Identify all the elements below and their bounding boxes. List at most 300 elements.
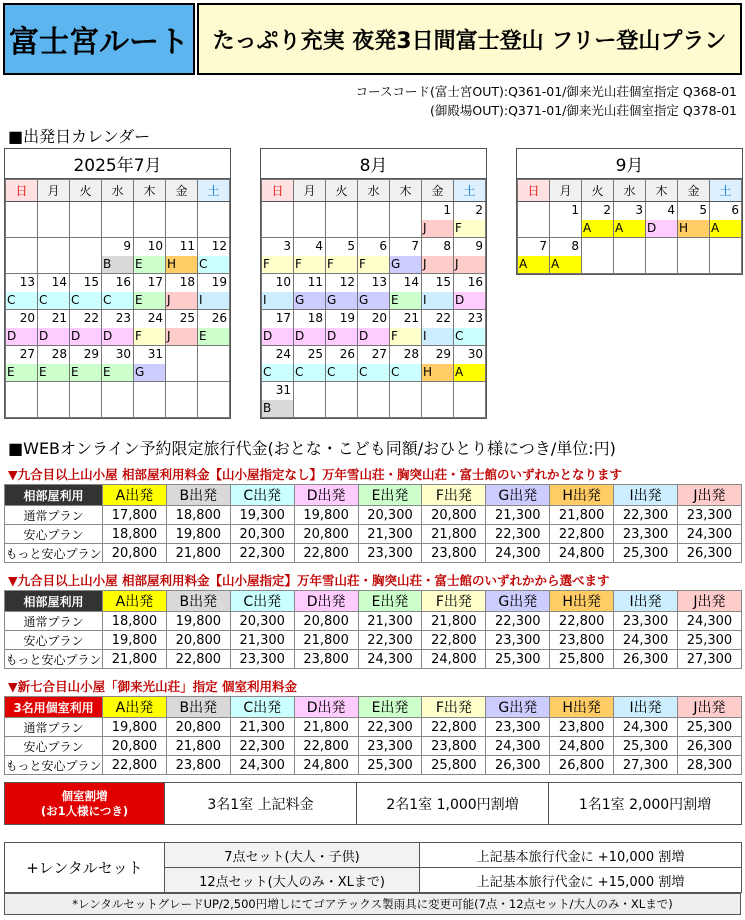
price-cell: 20,300 — [230, 525, 294, 544]
departure-code: E — [38, 364, 69, 381]
price-cell: 22,300 — [358, 631, 422, 650]
price-cell: 22,300 — [230, 544, 294, 563]
day-number: 20 — [19, 311, 35, 325]
weekday-header: 金 — [678, 180, 710, 202]
calendar-day — [422, 310, 454, 346]
day-number: 24 — [147, 311, 163, 325]
price-cell: 23,800 — [422, 737, 486, 756]
departure-code: I — [422, 292, 453, 309]
departure-code: C — [70, 292, 101, 309]
price-cell: 25,300 — [678, 718, 742, 737]
route-title: 富士宮ルート — [3, 3, 195, 75]
calendar-empty-cell — [102, 202, 134, 238]
departure-code: C — [454, 328, 485, 345]
calendar-day — [134, 346, 166, 382]
calendar-section-title: ■出発日カレンダー — [8, 127, 151, 146]
departure-code: D — [6, 328, 37, 345]
calendar-day — [326, 310, 358, 346]
departure-code: B — [262, 400, 293, 417]
day-number: 3 — [283, 239, 291, 253]
day-number: 1 — [571, 203, 579, 217]
weekday-header: 火 — [326, 180, 358, 202]
price-cell: 24,800 — [294, 756, 358, 775]
departure-code: C — [38, 292, 69, 309]
price-note-1: ▼九合目以上山小屋 相部屋利用料金【山小屋指定なし】万年雪山荘・胸突山荘・富士館のいずれかとなります — [8, 467, 622, 482]
calendar-day — [422, 202, 454, 238]
day-number: 24 — [275, 347, 291, 361]
day-number: 3 — [635, 203, 643, 217]
calendar-empty-cell — [582, 238, 614, 274]
departure-code: J — [422, 220, 453, 237]
price-cell: 22,800 — [550, 612, 614, 631]
price-cell: 23,800 — [550, 718, 614, 737]
weekday-header: 火 — [70, 180, 102, 202]
day-number: 6 — [379, 239, 387, 253]
day-number: 8 — [571, 239, 579, 253]
calendar-day — [678, 202, 710, 238]
weekday-header: 日 — [6, 180, 38, 202]
calendar-empty-cell — [6, 202, 38, 238]
departure-code: A — [550, 256, 581, 273]
calendar-day — [166, 274, 198, 310]
price-cell: 20,300 — [230, 612, 294, 631]
day-number: 19 — [339, 311, 355, 325]
departure-code: D — [646, 220, 677, 237]
day-number: 23 — [467, 311, 483, 325]
price-cell: 21,300 — [230, 718, 294, 737]
price-cell: 21,800 — [422, 525, 486, 544]
plan-label: 安心プラン — [5, 525, 103, 544]
calendar-day — [454, 238, 486, 274]
day-number: 7 — [411, 239, 419, 253]
price-cell: 25,800 — [422, 756, 486, 775]
price-table-1 — [4, 484, 742, 563]
calendar-empty-cell — [326, 382, 358, 418]
departure-header: I出発 — [614, 697, 678, 718]
departure-header: F出発 — [422, 591, 486, 612]
calendar-day — [454, 274, 486, 310]
departure-header: G出発 — [486, 697, 550, 718]
calendar-day — [166, 310, 198, 346]
price-table-3 — [4, 696, 742, 775]
weekday-header: 火 — [582, 180, 614, 202]
price-cell: 24,300 — [486, 737, 550, 756]
calendar-day — [358, 238, 390, 274]
day-number: 31 — [275, 383, 291, 397]
departure-header: G出発 — [486, 485, 550, 506]
weekday-header: 月 — [294, 180, 326, 202]
price-cell: 24,300 — [486, 544, 550, 563]
calendar-empty-cell — [6, 238, 38, 274]
day-number: 10 — [147, 239, 163, 253]
calendar-day — [294, 346, 326, 382]
room-type-header: 3名用個室利用 — [5, 697, 103, 718]
price-cell: 20,800 — [422, 506, 486, 525]
departure-header: E出発 — [358, 591, 422, 612]
departure-header: E出発 — [358, 697, 422, 718]
calendar-day — [102, 274, 134, 310]
calendar-day — [646, 202, 678, 238]
calendar-empty-cell — [358, 382, 390, 418]
departure-code: H — [422, 364, 453, 381]
calendar-day — [422, 274, 454, 310]
price-cell: 19,800 — [166, 525, 230, 544]
price-cell: 22,800 — [294, 544, 358, 563]
weekday-header: 土 — [454, 180, 486, 202]
calendar-day — [198, 238, 230, 274]
day-number: 28 — [51, 347, 67, 361]
departure-code: A — [710, 220, 741, 237]
price-cell: 20,300 — [358, 506, 422, 525]
price-cell: 25,300 — [614, 737, 678, 756]
calendar-empty-cell — [166, 382, 198, 418]
calendar-day — [38, 346, 70, 382]
weekday-header: 月 — [550, 180, 582, 202]
calendar-day — [262, 274, 294, 310]
plan-label: 通常プラン — [5, 506, 103, 525]
calendar-day — [294, 238, 326, 274]
plan-label: 通常プラン — [5, 612, 103, 631]
private-room-option-1: 1名1室 2,000円割増 — [549, 783, 742, 825]
weekday-header: 金 — [166, 180, 198, 202]
departure-header: C出発 — [230, 697, 294, 718]
departure-code: F — [454, 220, 485, 237]
day-number: 11 — [179, 239, 195, 253]
calendar-empty-cell — [38, 382, 70, 418]
day-number: 18 — [307, 311, 323, 325]
price-cell: 19,300 — [230, 506, 294, 525]
calendar-day — [550, 202, 582, 238]
weekday-header: 日 — [262, 180, 294, 202]
plan-label: 安心プラン — [5, 737, 103, 756]
departure-code: D — [102, 328, 133, 345]
departure-code: E — [70, 364, 101, 381]
price-cell: 23,300 — [486, 631, 550, 650]
price-cell: 24,300 — [230, 756, 294, 775]
day-number: 13 — [371, 275, 387, 289]
price-cell: 19,800 — [103, 718, 167, 737]
calendar-day — [70, 310, 102, 346]
calendar-day — [198, 310, 230, 346]
departure-header: H出発 — [550, 591, 614, 612]
price-cell: 22,800 — [422, 718, 486, 737]
departure-code: D — [358, 328, 389, 345]
day-number: 6 — [731, 203, 739, 217]
day-number: 2 — [603, 203, 611, 217]
departure-code: F — [358, 256, 389, 273]
calendar-empty-cell — [390, 202, 422, 238]
room-type-header: 相部屋利用 — [5, 485, 103, 506]
weekday-header: 木 — [646, 180, 678, 202]
price-cell: 21,300 — [358, 525, 422, 544]
day-number: 13 — [19, 275, 35, 289]
departure-code: A — [454, 364, 485, 381]
departure-header: C出発 — [230, 591, 294, 612]
price-cell: 22,300 — [486, 525, 550, 544]
price-table-2 — [4, 590, 742, 669]
calendar-september — [516, 148, 743, 275]
departure-code: E — [198, 328, 229, 345]
departure-code: I — [198, 292, 229, 309]
price-cell: 25,800 — [550, 650, 614, 669]
departure-code: F — [134, 328, 165, 345]
price-cell: 24,800 — [550, 737, 614, 756]
price-cell: 26,300 — [486, 756, 550, 775]
weekday-header: 水 — [358, 180, 390, 202]
price-cell: 23,300 — [614, 525, 678, 544]
price-cell: 22,800 — [422, 631, 486, 650]
calendar-day — [390, 238, 422, 274]
departure-code: E — [390, 292, 421, 309]
departure-header: J出発 — [678, 697, 742, 718]
calendar-day — [390, 310, 422, 346]
weekday-header: 水 — [614, 180, 646, 202]
departure-code: F — [294, 256, 325, 273]
price-cell: 23,800 — [422, 544, 486, 563]
price-cell: 21,800 — [550, 506, 614, 525]
price-cell: 23,300 — [358, 737, 422, 756]
calendar-day — [70, 274, 102, 310]
price-cell: 23,300 — [358, 544, 422, 563]
departure-code: D — [294, 328, 325, 345]
day-number: 28 — [403, 347, 419, 361]
calendar-day — [614, 202, 646, 238]
day-number: 18 — [179, 275, 195, 289]
price-cell: 23,800 — [294, 650, 358, 669]
calendar-august — [260, 148, 487, 419]
plan-title: たっぷり充実 夜発3日間富士登山 フリー登山プラン — [197, 3, 742, 75]
price-cell: 24,300 — [678, 525, 742, 544]
departure-header: F出発 — [422, 697, 486, 718]
departure-code: E — [6, 364, 37, 381]
calendar-day — [198, 274, 230, 310]
price-cell: 22,300 — [230, 737, 294, 756]
private-room-table — [4, 782, 742, 825]
price-cell: 22,800 — [550, 525, 614, 544]
price-cell: 23,300 — [230, 650, 294, 669]
price-cell: 22,800 — [166, 650, 230, 669]
departure-code: G — [326, 292, 357, 309]
departure-code: I — [422, 328, 453, 345]
calendar-empty-cell — [38, 238, 70, 274]
private-room-option-2: 2名1室 1,000円割増 — [357, 783, 549, 825]
day-number: 25 — [179, 311, 195, 325]
calendar-day — [422, 238, 454, 274]
price-cell: 21,800 — [166, 737, 230, 756]
calendar-empty-cell — [198, 382, 230, 418]
price-cell: 24,300 — [678, 612, 742, 631]
departure-code: D — [38, 328, 69, 345]
rental-set-12: 12点セット(大人のみ・XLまで) — [165, 868, 420, 893]
price-section-title: ■WEBオンライン予約限定旅行代金(おとな・こども同額/おひとり様につき/単位:円) — [8, 439, 616, 458]
departure-header: H出発 — [550, 697, 614, 718]
plan-label: もっと安心プラン — [5, 650, 103, 669]
calendar-empty-cell — [390, 382, 422, 418]
departure-code: D — [454, 292, 485, 309]
calendar-empty-cell — [134, 382, 166, 418]
departure-code: E — [134, 292, 165, 309]
calendar-day — [6, 346, 38, 382]
departure-code: C — [102, 292, 133, 309]
day-number: 22 — [435, 311, 451, 325]
room-type-header: 相部屋利用 — [5, 591, 103, 612]
price-cell: 20,800 — [103, 544, 167, 563]
day-number: 20 — [371, 311, 387, 325]
day-number: 26 — [211, 311, 227, 325]
calendar-month-title: 8月 — [261, 149, 486, 179]
calendar-empty-cell — [70, 238, 102, 274]
departure-code: C — [6, 292, 37, 309]
course-code-2: (御殿場OUT):Q371-01/御来光山荘個室指定 Q378-01 — [429, 103, 737, 118]
calendar-day — [262, 238, 294, 274]
departure-header: B出発 — [166, 591, 230, 612]
calendar-empty-cell — [70, 202, 102, 238]
calendar-day — [262, 346, 294, 382]
calendar-day — [102, 310, 134, 346]
price-cell: 28,300 — [678, 756, 742, 775]
calendar-empty-cell — [454, 382, 486, 418]
day-number: 29 — [83, 347, 99, 361]
departure-code: G — [134, 364, 165, 381]
calendar-empty-cell — [198, 202, 230, 238]
plan-label: 安心プラン — [5, 631, 103, 650]
day-number: 9 — [475, 239, 483, 253]
price-cell: 21,800 — [166, 544, 230, 563]
calendar-day — [422, 346, 454, 382]
day-number: 16 — [115, 275, 131, 289]
price-cell: 26,300 — [678, 737, 742, 756]
calendar-empty-cell — [518, 202, 550, 238]
price-cell: 23,800 — [550, 631, 614, 650]
price-cell: 26,800 — [550, 756, 614, 775]
departure-header: A出発 — [103, 697, 167, 718]
price-cell: 21,800 — [294, 631, 358, 650]
calendar-day — [390, 274, 422, 310]
departure-code: I — [262, 292, 293, 309]
day-number: 17 — [275, 311, 291, 325]
calendar-day — [294, 274, 326, 310]
day-number: 14 — [403, 275, 419, 289]
rental-price-12: 上記基本旅行代金に +15,000 割増 — [420, 868, 742, 893]
departure-header: A出発 — [103, 485, 167, 506]
day-number: 26 — [339, 347, 355, 361]
day-number: 5 — [699, 203, 707, 217]
calendar-empty-cell — [294, 202, 326, 238]
calendar-day — [134, 274, 166, 310]
departure-code: A — [614, 220, 645, 237]
calendar-empty-cell — [614, 238, 646, 274]
price-cell: 18,800 — [103, 525, 167, 544]
price-cell: 22,300 — [614, 506, 678, 525]
weekday-header: 日 — [518, 180, 550, 202]
price-cell: 21,800 — [103, 650, 167, 669]
price-cell: 24,300 — [358, 650, 422, 669]
departure-header: H出発 — [550, 485, 614, 506]
calendar-empty-cell — [38, 202, 70, 238]
day-number: 21 — [51, 311, 67, 325]
price-cell: 22,300 — [358, 718, 422, 737]
calendar-empty-cell — [198, 346, 230, 382]
calendar-day — [326, 274, 358, 310]
day-number: 30 — [467, 347, 483, 361]
calendar-day — [518, 238, 550, 274]
weekday-header: 木 — [134, 180, 166, 202]
price-cell: 24,800 — [550, 544, 614, 563]
price-cell: 25,300 — [614, 544, 678, 563]
price-cell: 23,300 — [486, 718, 550, 737]
price-cell: 21,800 — [422, 612, 486, 631]
plan-label: もっと安心プラン — [5, 544, 103, 563]
price-cell: 26,300 — [678, 544, 742, 563]
weekday-header: 土 — [710, 180, 742, 202]
price-cell: 18,800 — [103, 612, 167, 631]
price-cell: 17,800 — [103, 506, 167, 525]
departure-code: A — [582, 220, 613, 237]
calendar-day — [166, 238, 198, 274]
departure-code: G — [390, 256, 421, 273]
price-cell: 21,800 — [294, 718, 358, 737]
weekday-header: 月 — [38, 180, 70, 202]
price-cell: 26,300 — [614, 650, 678, 669]
rental-label: +レンタルセット — [5, 843, 165, 893]
calendar-empty-cell — [166, 202, 198, 238]
calendar-empty-cell — [6, 382, 38, 418]
price-cell: 20,800 — [294, 612, 358, 631]
departure-header: I出発 — [614, 591, 678, 612]
departure-header: J出発 — [678, 591, 742, 612]
calendar-day — [294, 310, 326, 346]
day-number: 14 — [51, 275, 67, 289]
day-number: 8 — [443, 239, 451, 253]
calendar-july — [4, 148, 231, 419]
departure-header: C出発 — [230, 485, 294, 506]
day-number: 23 — [115, 311, 131, 325]
price-cell: 24,800 — [422, 650, 486, 669]
price-cell: 20,800 — [294, 525, 358, 544]
day-number: 30 — [115, 347, 131, 361]
day-number: 9 — [123, 239, 131, 253]
day-number: 11 — [307, 275, 323, 289]
departure-code: G — [294, 292, 325, 309]
day-number: 7 — [539, 239, 547, 253]
price-cell: 23,800 — [166, 756, 230, 775]
weekday-header: 水 — [102, 180, 134, 202]
rental-table — [4, 842, 742, 893]
price-cell: 21,300 — [486, 506, 550, 525]
day-number: 4 — [315, 239, 323, 253]
day-number: 15 — [83, 275, 99, 289]
departure-code: C — [262, 364, 293, 381]
weekday-header: 金 — [422, 180, 454, 202]
calendar-day — [326, 238, 358, 274]
rental-price-7: 上記基本旅行代金に +10,000 割増 — [420, 843, 742, 868]
departure-code: F — [390, 328, 421, 345]
day-number: 29 — [435, 347, 451, 361]
calendar-day — [102, 346, 134, 382]
departure-header: G出発 — [486, 591, 550, 612]
calendar-day — [102, 238, 134, 274]
departure-code: D — [70, 328, 101, 345]
departure-code: J — [422, 256, 453, 273]
departure-header: I出発 — [614, 485, 678, 506]
departure-header: F出発 — [422, 485, 486, 506]
price-cell: 25,300 — [678, 631, 742, 650]
calendar-day — [6, 310, 38, 346]
price-note-3: ▼新七合目山小屋「御来光山荘」指定 個室利用料金 — [8, 679, 297, 694]
departure-code: J — [454, 256, 485, 273]
day-number: 12 — [211, 239, 227, 253]
calendar-empty-cell — [102, 382, 134, 418]
